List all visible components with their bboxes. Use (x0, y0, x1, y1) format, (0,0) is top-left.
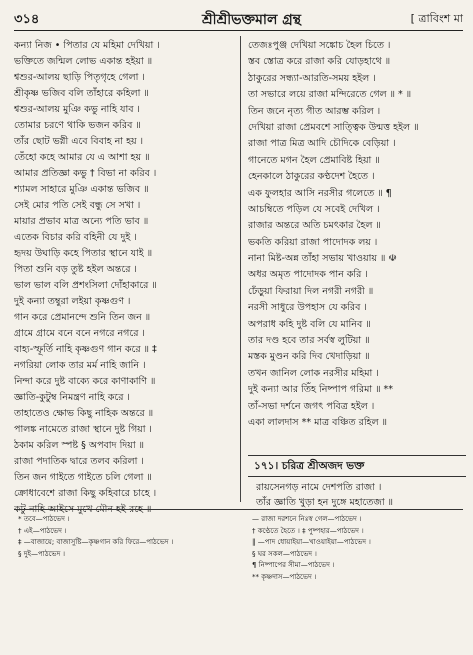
footnote: ¶ নিষ্পাপের সীমা—পাঠভেদ । (252, 561, 335, 569)
verse-line: গানেতে মগন হৈল প্রেমাবিষ্ট হিয়া ॥ (248, 154, 380, 166)
chapter-verses (256, 480, 466, 510)
header-rule (14, 30, 463, 31)
footnote: ‖ —পাদ ধোয়াইয়া—খাওয়াইয়া—পাঠভেদ । (252, 538, 371, 546)
footnote: † এই—পাঠভেদ । (18, 526, 67, 535)
verse-line: কটু নাহি আইসে মুখে মৌন হই রহে ॥ (14, 504, 152, 515)
verse-line: হৃদয় উঘাড়ি কহে পিতার স্থানে যাই ॥ (14, 248, 153, 259)
verse-line: ভাল ভাল বলি প্রশংসিলা দোঁহাকারে ॥ (14, 280, 157, 291)
footnote-rule (14, 509, 463, 510)
verse-line: স্তব স্তোত্র করে রাজা করি যোড়হাথে ॥ (248, 56, 391, 68)
footnote: * তবে—পাঠভেদ । (18, 515, 70, 523)
verse-line: এক ফুলহার আসি নরসীর গলেতে ॥ ¶ (248, 187, 392, 199)
verse-line: মস্তক মুণ্ডন করি দিব খেদাড়িয়া ॥ (248, 351, 370, 363)
verse-line: ঢেঁড়ুয়া ফিরায়া দিল নগরী নগরী ॥ (248, 285, 374, 297)
verse-line: সেই মোর পতি সেই বন্ধু সে সখা । (14, 200, 141, 211)
verse-line: তিন জন গাইতে গাইতে চলি গেলা ॥ (14, 472, 152, 483)
footnote: § ঘর সকল—পাঠভেদ । (252, 549, 317, 558)
verse-line: ভক্তিতে জন্মিল লোভ একান্ত হইয়া ॥ (14, 56, 153, 67)
verse-line: শ্বশুর-আলয় মুঞি কভু নাহি যাব । (14, 104, 140, 115)
verse-line: তোমার চরণে থাকি ভজন করিব ॥ (14, 120, 141, 131)
chapter-heading: ১৭১। চরিত্র শ্রীঅজদ ভক্ত (254, 460, 365, 472)
verse-line: এতেক বিচার করি বহিনী যে দুই । (14, 232, 137, 243)
verse-line: মায়ার প্রভাব মাত্র অন্যে পতি ভাব ॥ (14, 216, 149, 227)
verse-line: তাহাতেও ক্ষোভ কিছু নাহিক অন্তরে ॥ (14, 408, 154, 419)
verse-line: দেখিয়া রাজা প্রেমবশে সাত্ত্বিক উন্মত্ত হইল ॥ (248, 121, 419, 133)
verse-line: বাহ্য-স্ফূর্তি নাহি কৃষ্ণগুণ গান করে ॥ ‡ (14, 344, 157, 355)
right-column (248, 38, 466, 431)
verse-line: দুই কন্যা তম্বুরা লইয়া কৃষ্ণগুণ । (14, 296, 131, 307)
verse-line: একা লালদাস ** মাত্র বঞ্চিত রহিল ॥ (248, 416, 388, 428)
verse-line: ঠাকুরের সন্ধ্যা-আরতি-সময় হইল । (248, 72, 376, 84)
verse-line: নিন্দা করে দুষ্ট বাক্যে করে কাণাকাণি ॥ (14, 376, 156, 387)
verse-line: পিতা শুনি বড় তুষ্ট হইল অন্তরে । (14, 264, 137, 275)
verse-line: নগরিয়া লোক তার মর্ম নাহি জানি । (14, 360, 146, 371)
verse-line: অধর অমৃত পাদোদক পান করি । (248, 269, 368, 281)
footnote: ** কৃষ্ণদাস—পাঠভেদ । (252, 572, 317, 581)
book-title: শ্রীশ্রীভক্তমাল গ্রন্থ (202, 12, 302, 28)
verse-line: ঠকাম করিল স্পষ্ট § অপবাদ দিয়া ॥ (14, 440, 145, 451)
verse-line: নানা মিষ্ট-অন্ন তাঁহা সভায় খাওয়ায় ॥ ☫ (248, 253, 397, 265)
verse-line: জ্ঞাতি-কুটুম্ব নিমন্ত্রণ নাহি করে । (14, 392, 130, 403)
footnote: ‡ —বাজায়ে; বাজাসুষ্টি—কৃষ্ণগান করি ফিরে—পাঠভেদ । (18, 538, 174, 546)
verse-line: শ্যামল সাহারে মুঞি একান্ত ভজিব ॥ (14, 184, 149, 195)
verse-line: ভকতি করিয়া রাজা পাদোদক লয় । (248, 236, 378, 248)
verse-line: তেঁহো কহে আমার যে এ আশা হয় ॥ (14, 152, 150, 163)
footnote: — রাজা দরশনে নিঃস্ব গেল—পাঠভেদ । (252, 515, 362, 523)
footnotes-right (252, 514, 466, 583)
verse-line: নরসী সাধুরে উপহাস যে করিব । (248, 302, 367, 314)
verse-line: দুই কন্যা আর তিঁহ নিষ্পাপ গরিমা ॥ ** (248, 384, 394, 396)
verse-line: তা সভারে লয়ে রাজা মন্দিরেতে গেল ॥ * ॥ (248, 89, 412, 101)
verse-line: তাঁর ছোট ভগ্নী এবে বিবাহ না হয় । (14, 136, 144, 147)
verse-line: গান করে প্রেমানন্দে শুনি তিন জন ॥ (14, 312, 151, 323)
verse-line: ক্রোধাবেশে রাজা কিছু কহিবারে চাহে । (14, 488, 157, 499)
page-number: ৩১৪ (14, 12, 40, 27)
verse-line: তাঁর জ্ঞাতি খুড়া হন দুঙ্গে মহাতেজা ॥ (256, 497, 394, 508)
verse-line: শ্রীকৃষ্ণ ভজিব বলি তাঁহারে কহিলা ॥ (14, 88, 149, 99)
verse-line: তখন জানিল লোক নরসীর মহিমা । (248, 367, 379, 379)
footnote: § দুই—পাঠভেদ । (18, 549, 66, 558)
verse-line: রাজা পাত্র মিত্র আদি চৌদিকে বেড়িয়া । (248, 138, 396, 150)
footnote: † কণ্ঠেতে হৈতে । ‡ পুষ্পহার—পাঠভেদ । (252, 526, 364, 535)
verse-line: শ্বশুর-আলয় ছাড়ি পিতৃগৃহে গেলা । (14, 72, 145, 83)
column-divider (240, 36, 241, 502)
verse-line: পালঙ্ক নামেতে রাজা স্থানে দুষ্ট গিয়া । (14, 424, 152, 435)
verse-line: তার দণ্ড হবে তার সর্বস্ব লুটিয়া ॥ (248, 335, 370, 347)
verse-line: তিন জনে নৃত্য গীত আরম্ভ করিল । (248, 105, 381, 117)
footnotes-left (18, 514, 236, 560)
verse-line: তেজঃপুঞ্জ দেখিয়া সঙ্কোচ হৈল চিতে । (248, 40, 391, 51)
verse-line: রাজার অন্তরে অতি চমৎকার হৈল ॥ (248, 220, 381, 232)
verse-line: অপরাধ কহি দুষ্ট বলি যে মানিব ॥ (248, 318, 371, 330)
verse-line: গ্রামে গ্রামে বনে বনে নগরে নগরে । (14, 328, 145, 339)
left-column (14, 38, 234, 518)
verse-line: হেনকালে ঠাকুরের কণ্ঠদেশ হৈতে । (248, 171, 375, 183)
page-header (14, 8, 463, 28)
verse-line: তাঁ-সভা দর্শনে জগৎ পবিত্র হইল । (248, 400, 375, 412)
verse-line: রায়সেনগড় নামে দেশপতি রাজা । (256, 482, 382, 493)
verse-line: আমার প্রতিজ্ঞা কভু † বিভা না করিব । (14, 168, 157, 179)
chapter-heading-box (248, 455, 466, 477)
section-label: [ ত্রাবিংশ মা (410, 12, 463, 25)
verse-line: রাজা পদাতিক দ্বারে তলব করিলা । (14, 456, 144, 467)
verse-line: আচম্বিতে পড়িল যে সবেই দেখিল । (248, 203, 380, 215)
verse-line: কন্যা নিজ • পিতার যে মহিমা দেখিয়া । (14, 40, 160, 51)
